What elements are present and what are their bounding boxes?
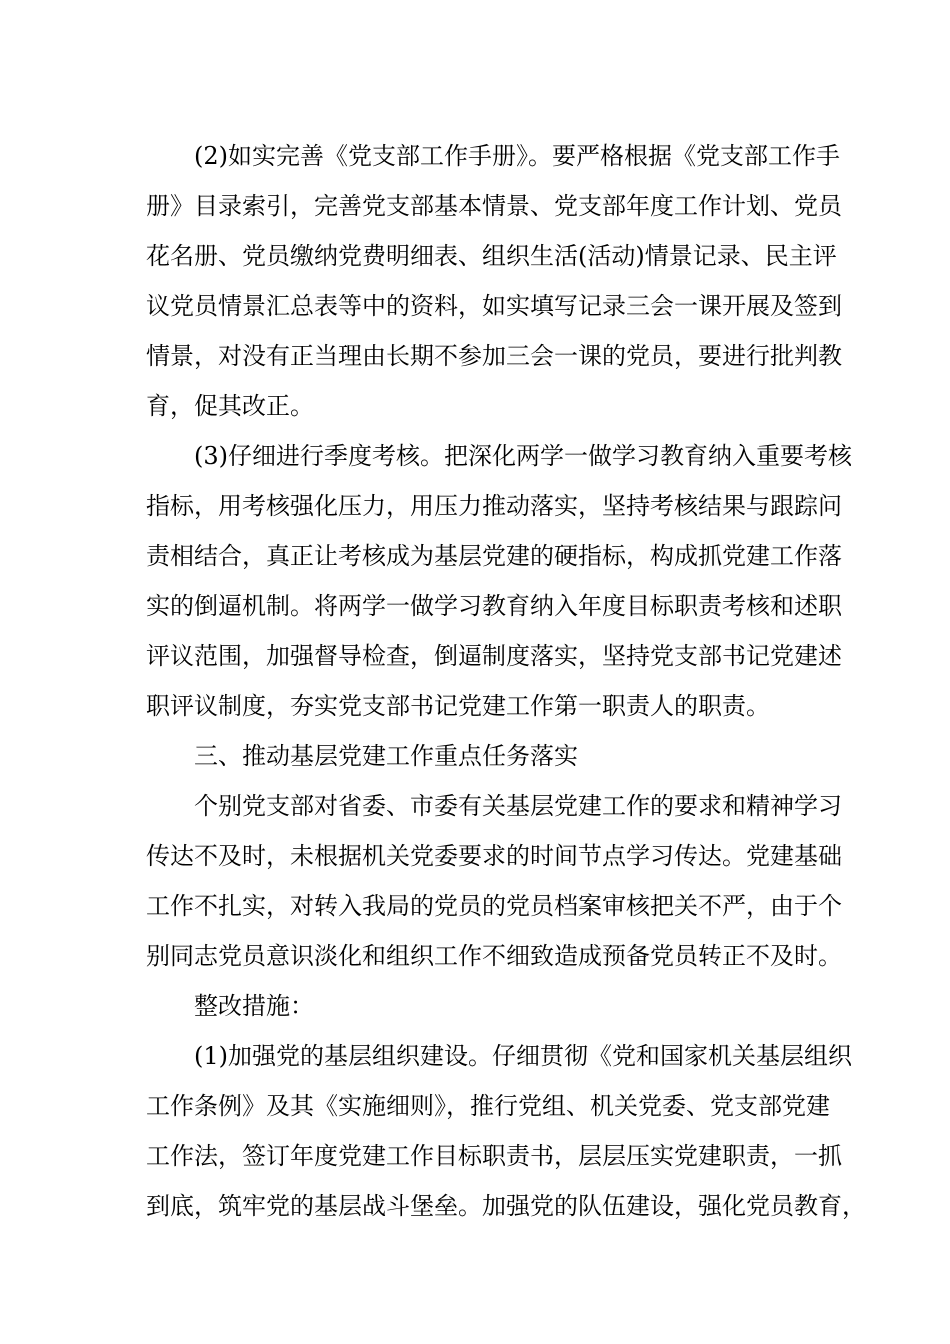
text-line: 花名册、党员缴纳党费明细表、组织生活(活动)情景记录、民主评 — [146, 242, 837, 270]
text-line: 情景，对没有正当理由长期不参加三会一课的党员，要进行批判教 — [146, 342, 842, 370]
measures-label: 整改措施： — [194, 992, 314, 1020]
text-line: (1)加强党的基层组织建设。仔细贯彻《党和国家机关基层组织 — [194, 1042, 852, 1070]
section-heading-three — [146, 731, 812, 781]
text-line: 指标，用考核强化压力，用压力推动落实，坚持考核结果与跟踪问 — [146, 492, 842, 520]
text-line: 工作法，签订年度党建工作目标职责书，层层压实党建职责，一抓 — [146, 1142, 842, 1170]
paragraph-measures-label — [146, 981, 812, 1031]
text-line: 别同志党员意识淡化和组织工作不细致造成预备党员转正不及时。 — [146, 942, 842, 970]
text-line: (2)如实完善《党支部工作手册》。要严格根据《党支部工作手 — [194, 142, 840, 170]
text-line: (3)仔细进行季度考核。把深化两学一做学习教育纳入重要考核 — [194, 442, 852, 470]
paragraph-problems — [146, 781, 842, 981]
text-line: 实的倒逼机制。将两学一做学习教育纳入年度目标职责考核和述职 — [146, 592, 842, 620]
text-line: 册》目录索引，完善党支部基本情景、党支部年度工作计划、党员 — [146, 192, 842, 220]
text-line: 个别党支部对省委、市委有关基层党建工作的要求和精神学习 — [194, 792, 842, 820]
text-line: 责相结合，真正让考核成为基层党建的硬指标，构成抓党建工作落 — [146, 542, 842, 570]
text-line: 到底，筑牢党的基层战斗堡垒。加强党的队伍建设，强化党员教育， — [146, 1192, 866, 1220]
text-line: 传达不及时，未根据机关党委要求的时间节点学习传达。党建基础 — [146, 842, 842, 870]
text-line: 工作条例》及其《实施细则》，推行党组、机关党委、党支部党建 — [146, 1092, 830, 1120]
text-line: 议党员情景汇总表等中的资料，如实填写记录三会一课开展及签到 — [146, 292, 842, 320]
paragraph-1-organization-building — [146, 1031, 866, 1231]
text-line: 职评议制度，夯实党支部书记党建工作第一职责人的职责。 — [146, 692, 770, 720]
text-line: 育，促其改正。 — [146, 392, 314, 420]
text-line: 评议范围，加强督导检查，倒逼制度落实，坚持党支部书记党建述 — [146, 642, 842, 670]
section-heading: 三、推动基层党建工作重点任务落实 — [194, 742, 578, 770]
document-body — [146, 131, 866, 1231]
text-line: 工作不扎实，对转入我局的党员的党员档案审核把关不严，由于个 — [146, 892, 842, 920]
paragraph-3-quarterly-assessment — [146, 431, 852, 731]
paragraph-2-work-manual — [146, 131, 842, 431]
